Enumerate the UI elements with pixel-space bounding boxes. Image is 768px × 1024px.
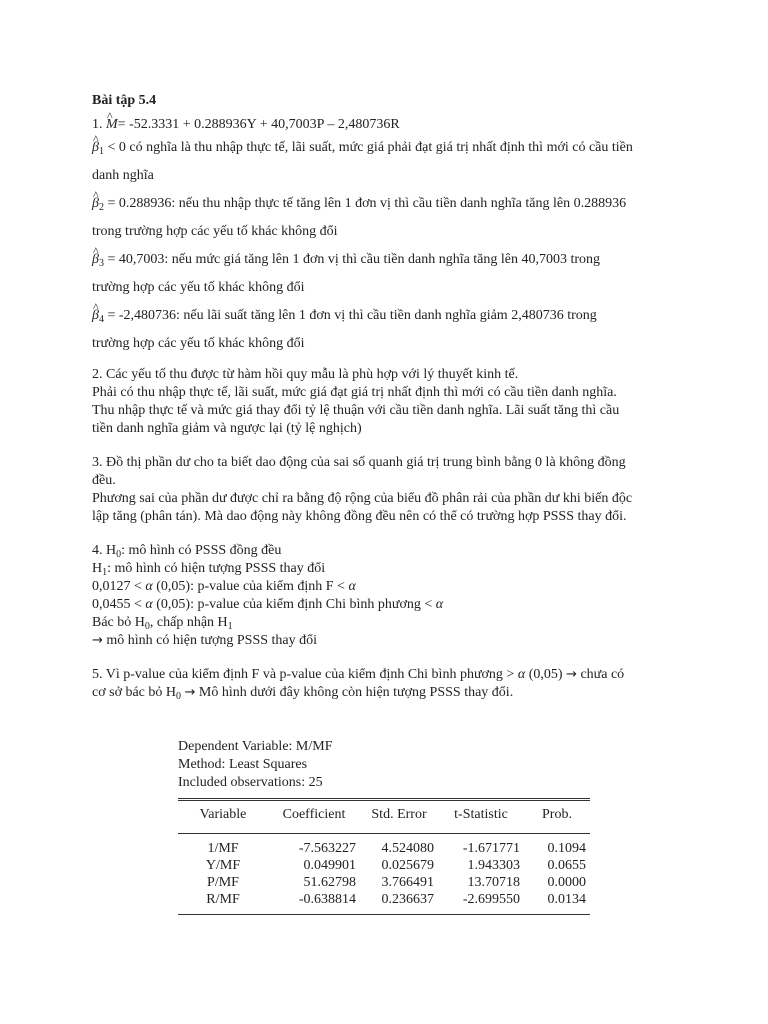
paragraph-line: Phải có thu nhập thực tế, lãi suất, mức giá đạt giá trị nhất định thì mới có cầu tiền danh nghĩa. [92, 385, 617, 400]
column-header: Coefficient [282, 807, 346, 822]
beta-4-line: ^ $\beta_4 = -2,480736$: nếu lãi suất tăng lên 1 đơn vị thì cầu tiền danh nghĩa giảm 2,480736 trong [92, 302, 692, 330]
conclusion-line: → mô hình có hiện tượng PSSS thay đổi [92, 633, 318, 648]
regression-equation: 1. ^ M= -52.3331 + 0.288936Y + 40,7003P – 2,480736R [92, 116, 692, 134]
beta-2-line: ^ $\beta_2 = 0.288936$: nếu thu nhập thực tế tăng lên 1 đơn vị thì cầu tiền danh nghĩa tăng lên 0.288936 [92, 190, 692, 218]
m-hat-symbol: ^ M [106, 116, 118, 134]
method: Method: Least Squares [178, 757, 308, 772]
paragraph-line: 2. Các yếu tố thu được từ hàm hồi quy mẫu là phù hợp với lý thuyết kinh tế. [92, 367, 519, 382]
paragraph-line: cơ sở bác bỏ $H_0$ → Mô hình dưới đây không còn hiện tượng PSSS thay đổi. [92, 685, 514, 702]
section-2 [92, 366, 692, 438]
table-row: 1/MF -7.563227 4.524080 -1.671771 0.1094 [207, 841, 586, 856]
beta-1-line: ^ $\beta_1 < 0$ có nghĩa là thu nhập thực tế, lãi suất, mức giá phải đạt giá trị nhất định thì mới có cầu tiền [92, 134, 692, 162]
beta-3-line-2: trường hợp các yếu tố khác không đổi [92, 280, 305, 295]
paragraph-line: 5. Vì p-value của kiểm định F và p-value của kiểm định Chi bình phương > α (0,05) → chưa có [92, 667, 625, 682]
h0-line: 4. $H_0$: mô hình có PSSS đồng đều [92, 543, 282, 560]
alpha-symbol: α [145, 579, 153, 594]
right-arrow-icon: → [566, 667, 577, 682]
beta-symbol: ^ β [92, 134, 99, 162]
table-row: R/MF -0.638814 0.236637 -2.699550 0.0134 [206, 892, 586, 907]
paragraph-line: lập tăng (phân tán). Mà dao động này không đồng đều nên có thể có trường hợp PSSS thay đổi. [92, 509, 627, 524]
beta-4-line-2: trường hợp các yếu tố khác không đổi [92, 336, 305, 351]
right-arrow-icon: → [92, 633, 103, 648]
column-header: Variable [199, 807, 247, 822]
dependent-variable: Dependent Variable: M/MF [178, 739, 333, 754]
alpha-symbol: α [348, 579, 356, 594]
beta-symbol: ^ β [92, 190, 99, 218]
decision-line: Bác bỏ $H_0$, chấp nhận $H_1$ [92, 615, 233, 632]
section-3 [92, 454, 692, 526]
f-test-line: 0,0127 < α (0,05): p-value của kiểm định F < α [92, 579, 356, 594]
column-header: Std. Error [371, 807, 427, 822]
section-5 [92, 666, 692, 702]
alpha-symbol: α [517, 667, 526, 682]
regression-table [178, 798, 590, 915]
beta-interpretations [92, 134, 692, 358]
table-row: Y/MF 0.049901 0.025679 1.943303 0.0655 [205, 858, 586, 873]
column-header: Prob. [542, 807, 572, 822]
beta-symbol: ^ β [92, 246, 99, 274]
regression-output [178, 738, 590, 915]
section-4 [92, 542, 692, 650]
paragraph-line: Phương sai của phần dư được chỉ ra bằng độ rộng của biểu đồ phân rải của phần dư khi biến độc [92, 491, 633, 506]
beta-3-line: ^ $\beta_3 = 40,7003$: nếu mức giá tăng lên 1 đơn vị thì cầu tiền danh nghĩa tăng lên 40,7003 trong [92, 246, 692, 274]
paragraph-line: tiền danh nghĩa giảm và ngược lại (tỷ lệ nghịch) [92, 421, 362, 436]
chi-test-line: 0,0455 < α (0,05): p-value của kiểm định Chi bình phương < α [92, 597, 444, 612]
table-header-row [178, 801, 590, 834]
alpha-symbol: α [145, 597, 153, 612]
exercise-title: Bài tập 5.4 [92, 93, 157, 108]
paragraph-line: 3. Đồ thị phần dư cho ta biết dao động của sai số quanh giá trị trung bình bằng 0 là không đồng [92, 455, 626, 470]
document-body [92, 92, 692, 702]
alpha-symbol: α [435, 597, 444, 612]
beta-symbol: ^ β [92, 302, 99, 330]
right-arrow-icon: → [184, 685, 196, 700]
beta-2-line-2: trong trường hợp các yếu tố khác không đổi [92, 224, 338, 239]
h1-line: $H_1$: mô hình có hiện tượng PSSS thay đổi [92, 561, 326, 578]
table-row: P/MF 51.62798 3.766491 13.70718 0.0000 [207, 875, 586, 890]
column-header: t-Statistic [454, 807, 508, 822]
paragraph-line: Thu nhập thực tế và mức giá thay đổi tỷ lệ thuận với cầu tiền danh nghĩa. Lãi suất tăng thì cầu [92, 403, 620, 418]
observations: Included observations: 25 [178, 775, 323, 790]
paragraph-line: đều. [92, 473, 116, 488]
beta-1-line-2: danh nghĩa [92, 168, 154, 183]
